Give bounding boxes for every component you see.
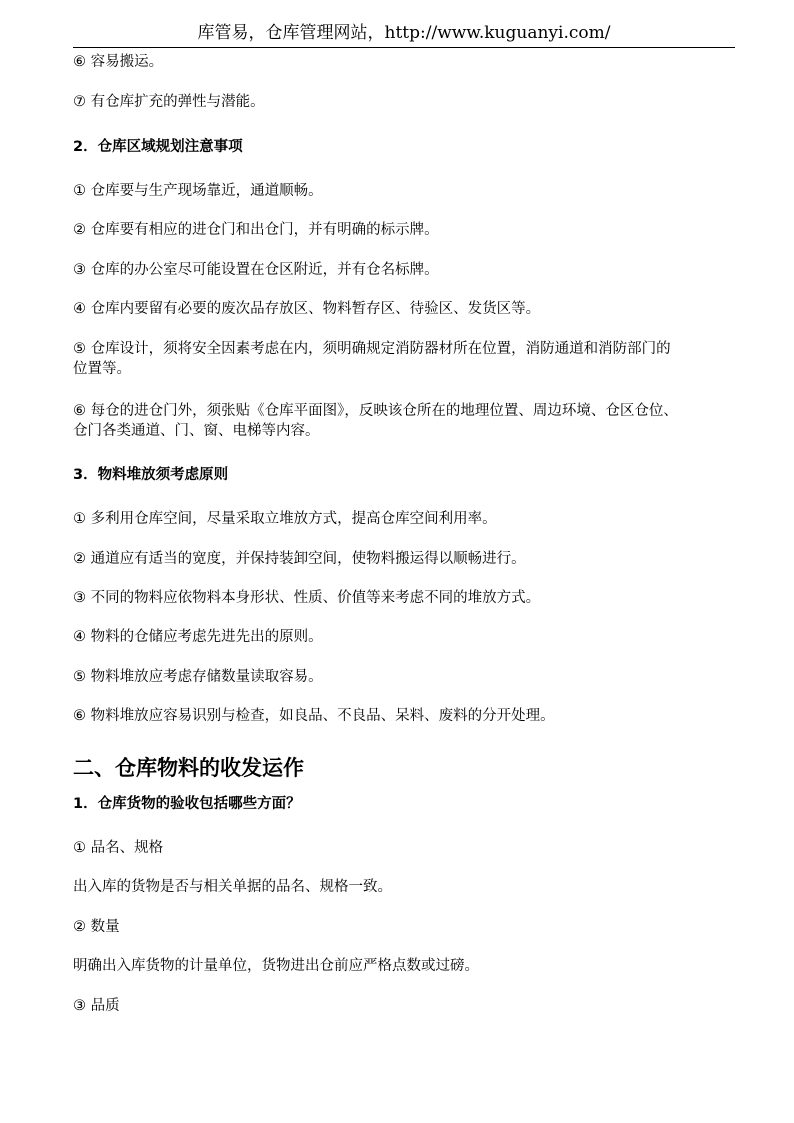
- point-label: ② 数量: [73, 919, 120, 935]
- section-heading: 1．仓库货物的验收包括哪些方面？: [73, 796, 301, 812]
- list-item: ① 仓库要与生产现场靠近，通道顺畅。: [73, 183, 323, 199]
- list-item: ③ 不同的物料应依物料本身形状、性质、价值等来考虑不同的堆放方式。: [73, 590, 541, 606]
- list-item-line: ⑤ 仓库设计，须将安全因素考虑在内，须明确规定消防器材所在位置，消防通道和消防部门的: [73, 341, 671, 357]
- page-header: [73, 20, 735, 48]
- point-label: ① 品名、规格: [73, 840, 164, 856]
- list-item: ⑤ 物料堆放应考虑存储数量读取容易。: [73, 669, 323, 685]
- section-heading: 3．物料堆放须考虑原则: [73, 467, 229, 483]
- list-item: ⑥ 容易搬运。: [73, 54, 164, 70]
- list-item: [73, 401, 678, 441]
- list-item-line: 位置等。: [73, 361, 131, 377]
- header-text: 库管易，仓库管理网站，http://www.kuguanyi.com/: [197, 23, 611, 43]
- list-item-line: 仓门各类通道、门、窗、电梯等内容。: [73, 423, 320, 439]
- list-item: ② 仓库要有相应的进仓门和出仓门，并有明确的标示牌。: [73, 222, 439, 238]
- list-item: ② 通道应有适当的宽度，并保持装卸空间，使物料搬运得以顺畅进行。: [73, 551, 526, 567]
- list-item: ③ 仓库的办公室尽可能设置在仓区附近，并有仓名标牌。: [73, 262, 439, 278]
- list-item: ⑥ 物料堆放应容易识别与检查，如良品、不良品、呆料、废料的分开处理。: [73, 708, 555, 724]
- list-item-line: ⑥ 每仓的进仓门外，须张贴《仓库平面图》，反映该仓所在的地理位置、周边环境、仓区仓位、: [73, 403, 678, 419]
- point-description: 明确出入库货物的计量单位，货物进出仓前应严格点数或过磅。: [73, 958, 479, 974]
- list-item: ④ 仓库内要留有必要的废次品存放区、物料暂存区、待验区、发货区等。: [73, 301, 541, 317]
- section-heading: 2．仓库区域规划注意事项: [73, 139, 243, 155]
- list-item: ④ 物料的仓储应考虑先进先出的原则。: [73, 629, 323, 645]
- list-item: ⑦ 有仓库扩充的弹性与潜能。: [73, 94, 265, 110]
- list-item: [73, 339, 671, 379]
- chapter-title: 二、仓库物料的收发运作: [73, 756, 304, 780]
- list-item: ① 多利用仓库空间，尽量采取立堆放方式，提高仓库空间利用率。: [73, 511, 497, 527]
- point-label: ③ 品质: [73, 998, 120, 1014]
- point-description: 出入库的货物是否与相关单据的品名、规格一致。: [73, 879, 392, 895]
